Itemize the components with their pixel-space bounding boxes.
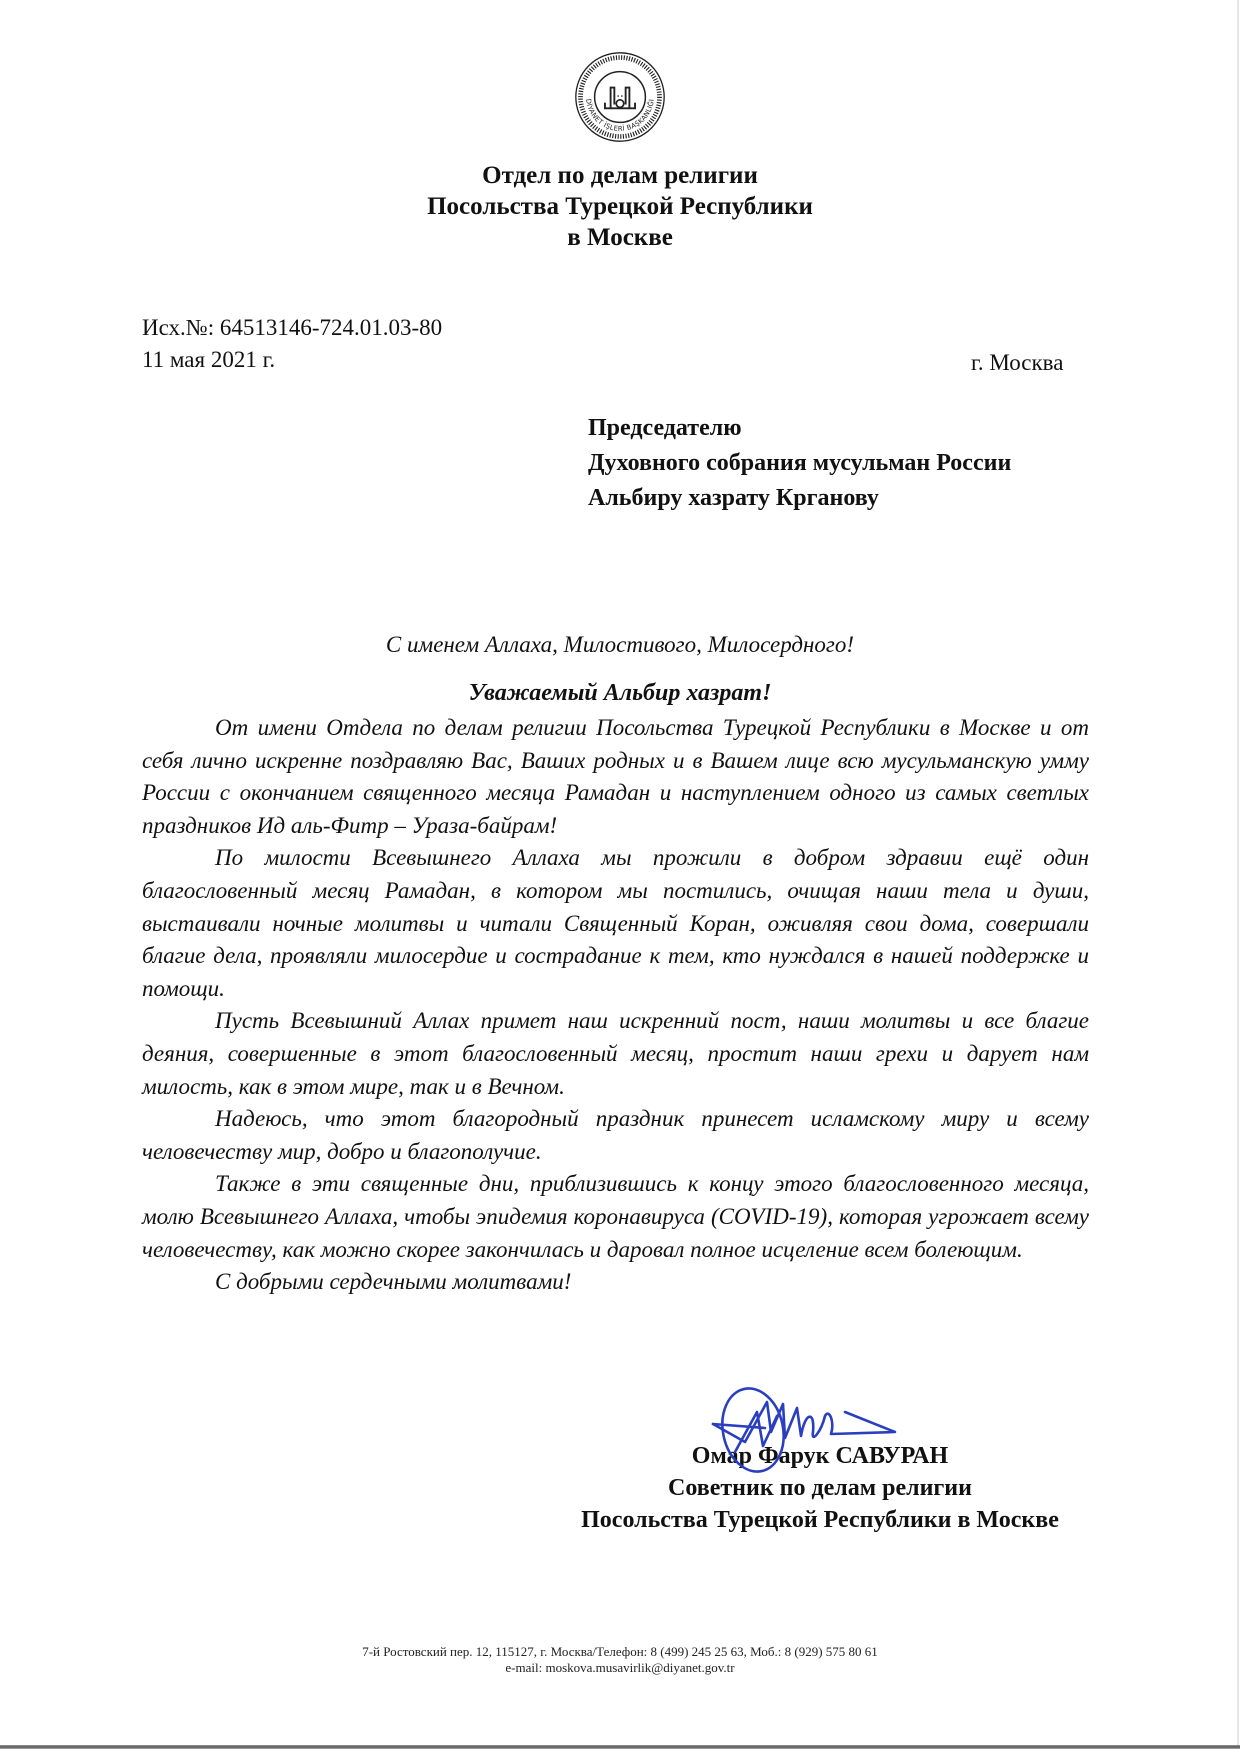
letterhead-line: Отдел по делам религии xyxy=(482,162,758,189)
recipient-line: Председателю xyxy=(588,415,742,441)
recipient-line: Духовного собрания мусульман России xyxy=(588,450,1012,476)
signer-organization: Посольства Турецкой Республики в Москве xyxy=(581,1507,1059,1533)
addressee-greeting: Уважаемый Альбир хазрат! xyxy=(468,680,772,706)
letterhead-title xyxy=(0,160,1240,253)
scan-edge-bottom xyxy=(0,1745,1240,1749)
outgoing-number: Исх.№: 64513146-724.01.03-80 xyxy=(142,315,443,340)
signer-title: Советник по делам религии xyxy=(668,1475,972,1501)
signer-name: Омар Фарук САВУРАН xyxy=(691,1443,949,1469)
letter-date: 11 мая 2021 г. xyxy=(142,347,276,372)
footer-address: 7-й Ростовский пер. 12, 115127, г. Москва/Телефон: 8 (499) 245 25 63, Моб.: 8 (929) 575 80 61 xyxy=(362,1644,878,1659)
letterhead-line: в Москве xyxy=(567,224,673,251)
seal-ring-text: DİYANET İŞLERİ BAŞKANLIĞI xyxy=(584,98,656,133)
body-paragraph: От имени Отдела по делам религии Посольства Турецкой Республики в Москве и от себя лично искренне поздравляю Вас, Ваших родных и в Вашем лице всю мусульманскую умму России с окончанием священного месяца Рамадан и наступлением одного из самых светлых праздников Ид аль-Фитр – Ураза-байрам! xyxy=(142,715,1089,838)
basmala: С именем Аллаха, Милостивого, Милосердного! xyxy=(385,632,855,657)
letter-body xyxy=(142,712,1089,1299)
body-paragraph: Надеюсь, что этот благородный праздник принесет исламскому миру и всему человечеству мир, добро и благополучие. xyxy=(142,1106,1089,1164)
recipient-line: Альбиру хазрату Крганову xyxy=(588,485,879,511)
recipient-block xyxy=(588,411,1011,516)
body-paragraph: Пусть Всевышний Аллах примет наш искренний пост, наши молитвы и все благие деяния, совершенные в этот благословенный месяц, простит наши грехи и дарует нам милость, как в этом мире, так и в Вечном. xyxy=(142,1008,1089,1099)
handwritten-signature-icon xyxy=(705,1372,905,1482)
body-paragraph: По милости Всевышнего Аллаха мы прожили в добром здравии ещё один благословенный месяц Рамадан, в котором мы постились, очищая наши тела и души, выстаивали ночные молитвы и читали Священный Коран, оживляя свои дома, совершали благие дела, проявляли милосердие и сострадание к тем, кто нуждался в нашей поддержке и помощи. xyxy=(142,845,1089,1001)
footer-contacts xyxy=(0,1644,1240,1676)
diyanet-seal-icon xyxy=(573,50,667,144)
closing-line: С добрыми сердечными молитвами! xyxy=(215,1269,572,1295)
footer-email[interactable]: e-mail: moskova.musavirlik@diyanet.gov.tr xyxy=(505,1660,735,1675)
letterhead-line: Посольства Турецкой Республики xyxy=(427,193,813,220)
scan-edge-right xyxy=(1237,0,1239,1748)
reference-block xyxy=(142,312,442,376)
letter-city: г. Москва xyxy=(971,350,1064,375)
body-paragraph: Также в эти священные дни, приблизившись к концу этого благословенного месяца, молю Всевышнего Аллаха, чтобы эпидемия коронавируса (COVID-19), которая угрожает всему человечеству, как можно скорее закончилась и даровал полное исцеление всем болеющим. xyxy=(142,1171,1089,1262)
